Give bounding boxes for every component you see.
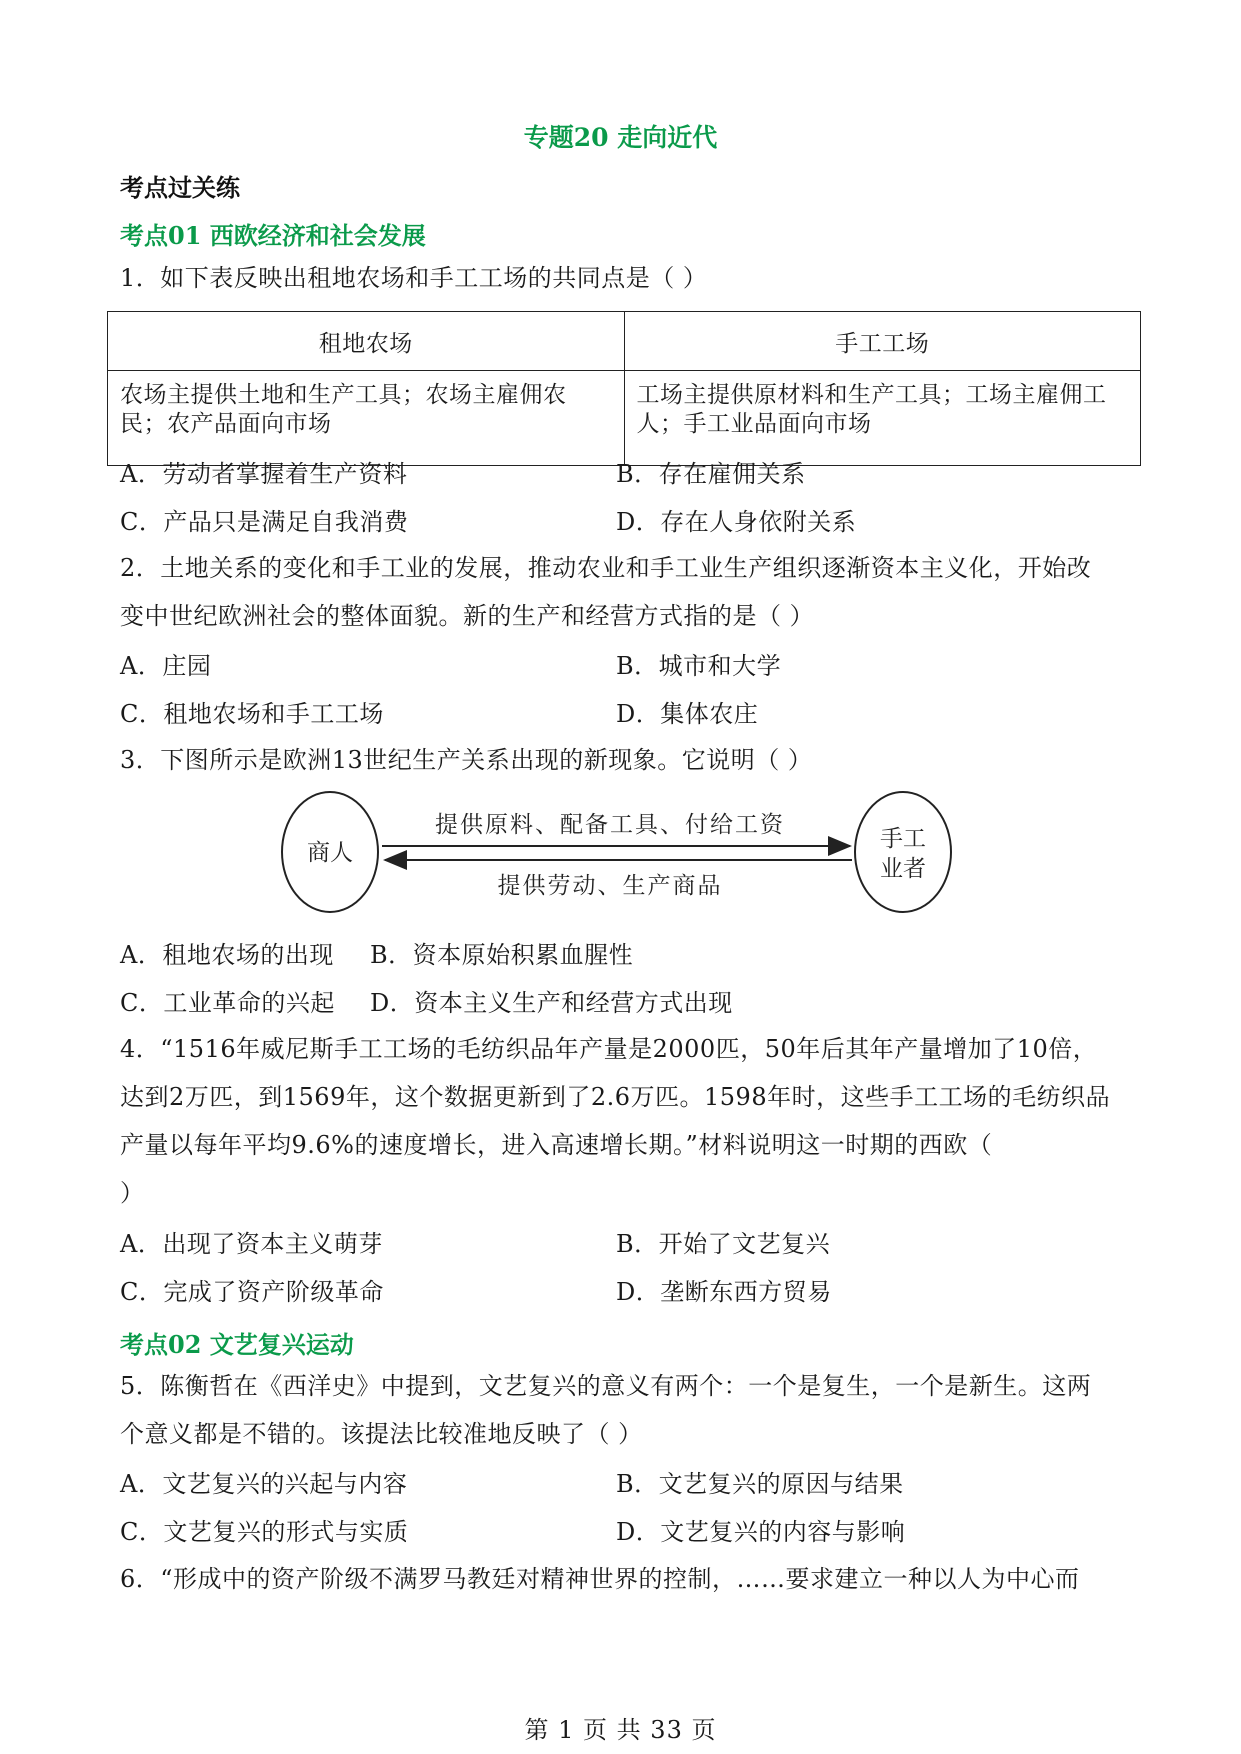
q5-option-a: A．文艺复兴的兴起与内容 [120,1470,408,1498]
q1-option-b: B．存在雇佣关系 [616,460,806,488]
question-4-line1: 4．“1516年威尼斯手工工场的毛纺织品年产量是2000匹，50年后其年产量增加了10倍， [120,1035,1098,1063]
q4-option-d: D．垄断东西方贸易 [616,1278,832,1306]
bottom-arrow-label: 提供劳动、生产商品 [497,873,723,899]
q2-option-d: D．集体农庄 [616,700,759,728]
question-4-line2: 达到2万匹，到1569年，这个数据更新到了2.6万匹。1598年时，这些手工工场的毛纺织品 [120,1083,1111,1111]
page-title: 专题20 走向近代 [523,123,718,152]
q3-option-c: C．工业革命的兴起 [120,989,335,1017]
artisan-node-label-line1: 手工 [880,826,926,852]
q2-option-b: B．城市和大学 [616,652,782,680]
q3-option-b: B．资本原始积累血腥性 [370,941,634,969]
question-3-stem: 3．下图所示是欧洲13世纪生产关系出现的新现象。它说明（ ） [120,746,813,774]
question-1-stem: 1．如下表反映出租地农场和手工工场的共同点是（ ） [120,264,708,292]
section-heading: 考点过关练 [120,173,240,202]
q3-option-a: A．租地农场的出现 [120,941,334,969]
artisan-node-label-line2: 业者 [880,856,926,882]
table-cell: 农场主提供土地和生产工具；农场主雇佣农民；农产品面向市场 [108,371,625,466]
page-footer: 第 1 页 共 33 页 [524,1716,717,1744]
q1-option-d: D．存在人身依附关系 [616,508,857,536]
table-header-cell: 租地农场 [108,312,625,371]
q1-option-c: C．产品只是满足自我消费 [120,508,409,536]
q3-option-d: D．资本主义生产和经营方式出现 [370,989,733,1017]
q5-option-c: C．文艺复兴的形式与实质 [120,1518,409,1546]
q5-option-b: B．文艺复兴的原因与结果 [616,1470,904,1498]
q5-option-d: D．文艺复兴的内容与影响 [616,1518,906,1546]
topic-heading-1: 考点01 西欧经济和社会发展 [120,221,426,250]
question-5-line1: 5．陈衡哲在《西洋史》中提到，文艺复兴的意义有两个：一个是复生，一个是新生。这两 [120,1372,1092,1400]
table-header-cell: 手工工场 [624,312,1141,371]
q1-option-a: A．劳动者掌握着生产资料 [120,460,408,488]
question-1-table [107,311,1141,466]
q4-option-b: B．开始了文艺复兴 [616,1230,831,1258]
merchant-node-label: 商人 [307,840,353,866]
question-4-line3: 产量以每年平均9.6%的速度增长，进入高速增长期。”材料说明这一时期的西欧（ [120,1131,993,1159]
top-arrow-label: 提供原料、配备工具、付给工资 [435,812,785,838]
production-relation-diagram [280,790,960,930]
table-cell: 工场主提供原材料和生产工具；工场主雇佣工人；手工业品面向市场 [624,371,1141,466]
question-2-stem-line2: 变中世纪欧洲社会的整体面貌。新的生产和经营方式指的是（ ） [120,602,815,630]
question-6-line1: 6．“形成中的资产阶级不满罗马教廷对精神世界的控制，……要求建立一种以人为中心而 [120,1565,1080,1593]
question-2-stem-line1: 2．土地关系的变化和手工业的发展，推动农业和手工业生产组织逐渐资本主义化，开始改 [120,554,1092,582]
q2-option-a: A．庄园 [120,652,212,680]
artisan-node-ellipse [855,792,951,912]
q4-option-c: C．完成了资产阶级革命 [120,1278,384,1306]
topic-heading-2: 考点02 文艺复兴运动 [120,1330,354,1359]
question-4-line4: ） [120,1179,145,1207]
q4-option-a: A．出现了资本主义萌芽 [120,1230,383,1258]
q2-option-c: C．租地农场和手工工场 [120,700,384,728]
question-5-line2: 个意义都是不错的。该提法比较准地反映了（ ） [120,1420,643,1448]
